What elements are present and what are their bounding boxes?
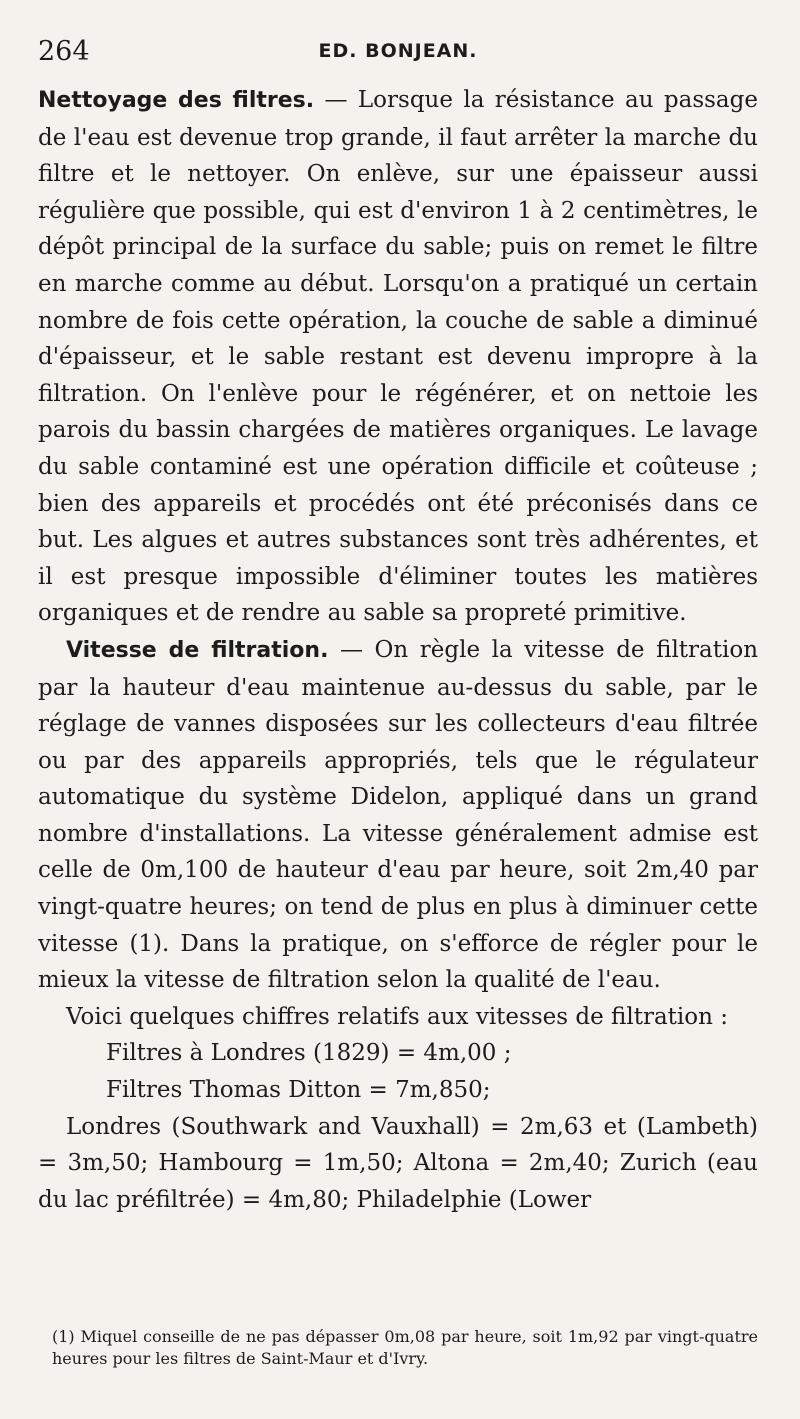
section-heading-vitesse: Vitesse de filtration. (66, 637, 329, 663)
paragraph-intro-figures: Voici quelques chiffres relatifs aux vitesses de filtration : (66, 1003, 728, 1030)
paragraph-vitesse (38, 632, 758, 999)
paragraph-text: — On règle la vitesse de filtration par la hauteur d'eau maintenue au-dessus du sable, par le réglage de vannes disposées sur les collecteurs d'eau filtrée ou par des appareils appropriés, tels que le régulateur automatique du système Didelon, appliqué dans un grand nombre d'installations. La vitesse généralement admise est celle de 0m,100 de hauteur d'eau par heure, soit 2m,40 par vingt-quatre heures; on tend de plus en plus à diminuer cette vitesse (1). Dans la pratique, on s'efforce de régler pour le mieux la vitesse de filtration selon la qualité de l'eau. (38, 636, 759, 994)
footnote-text: (1) Miquel conseille de ne pas dépasser 0m,08 par heure, soit 1m,92 par vingt-quatre heures pour les filtres de Saint-Maur et d'Ivry. (52, 1327, 758, 1368)
paragraph-text: — Lorsque la résistance au passage de l'eau est devenue trop grande, il faut arrêter la marche du filtre et le nettoyer. On enlève, sur une épaisseur aussi régulière que possible, qui est d'environ 1 à 2 centimètres, le dépôt principal de la surface du sable; puis on remet le filtre en marche comme au début. Lorsqu'on a pratiqué un certain nombre de fois cette opération, la couche de sable a diminué d'épaisseur, et le sable restant est devenu impropre à la filtration. On l'enlève pour le régénérer, et on nettoie les parois du bassin chargées de matières organiques. Le lavage du sable contaminé est une opération difficile et coûteuse ; bien des appareils et procédés ont été préconisés dans ce but. Les algues et autres substances sont très adhérentes, et il est presque impossible d'éliminer toutes les matières organiques et de rendre au sable sa propreté primitive. (38, 87, 758, 627)
body-text (38, 82, 758, 1218)
page-number: 264 (38, 36, 90, 67)
footnote (52, 1326, 758, 1370)
figure-line: Filtres Thomas Ditton = 7m,850; (106, 1077, 491, 1104)
running-head: ED. BONJEAN. (318, 40, 478, 62)
section-heading-nettoyage: Nettoyage des filtres. (38, 88, 315, 113)
figure-line: Filtres à Londres (1829) = 4m,00 ; (106, 1040, 512, 1067)
paragraph-nettoyage (38, 82, 758, 632)
page-header (38, 30, 758, 70)
paragraph-continuation: Londres (Southwark and Vauxhall) = 2m,63 et (Lambeth) = 3m,50; Hambourg = 1m,50; Altona = 2m,40; Zurich (eau du lac préfiltrée) = 4m,80; Philadelphie (Lower (38, 1113, 758, 1213)
